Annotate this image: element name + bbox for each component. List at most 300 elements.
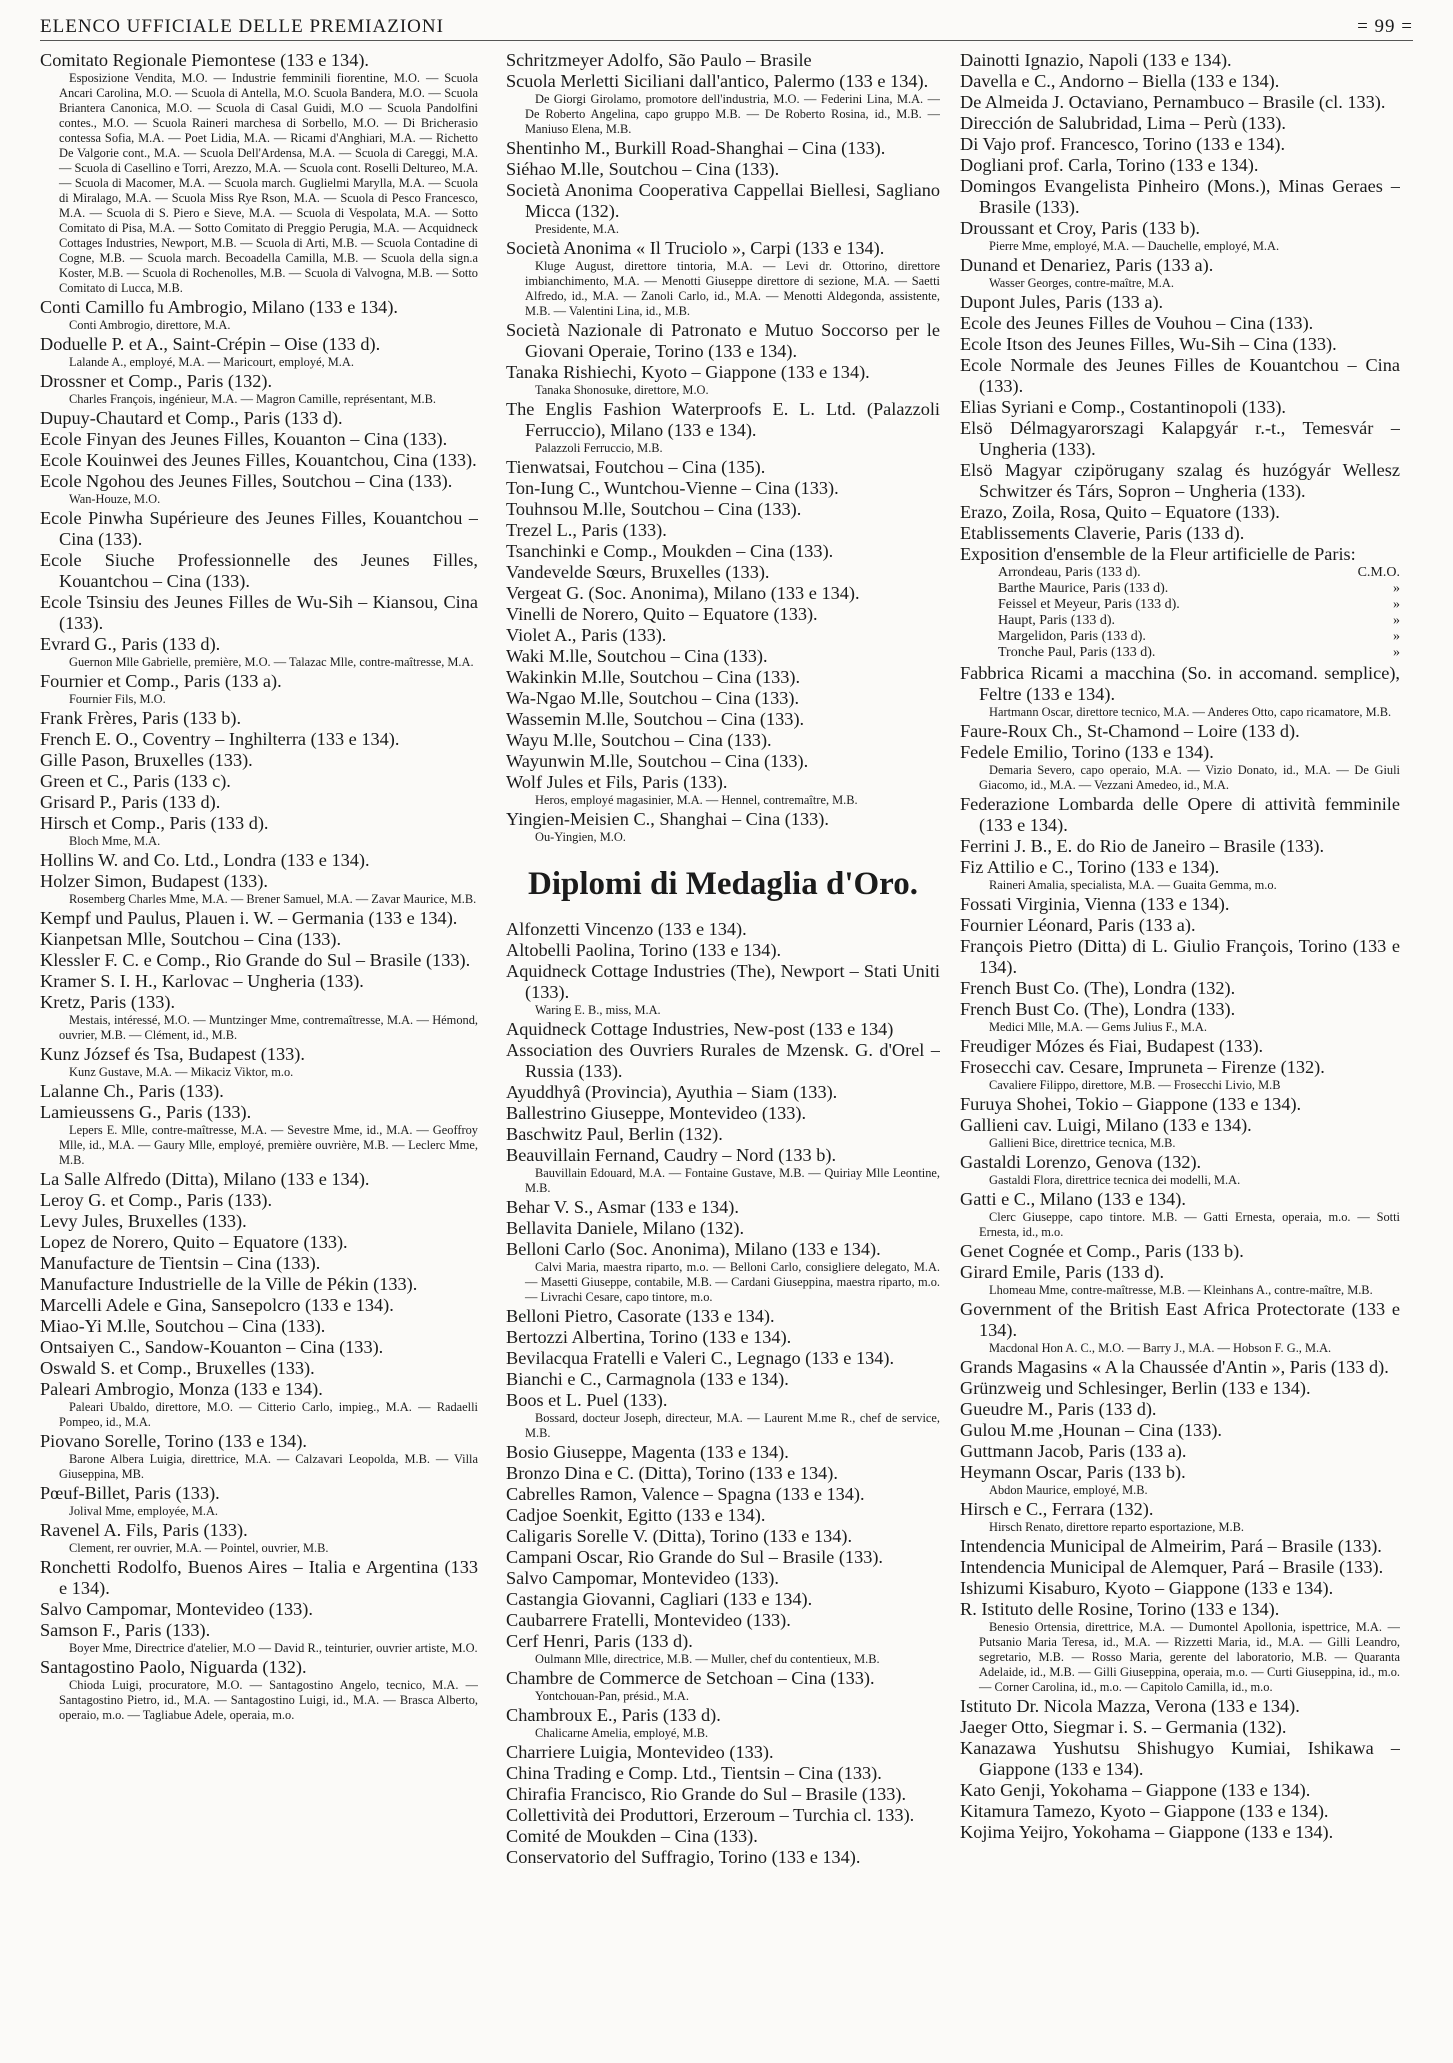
award-entry [40, 971, 478, 992]
awardee-name: Behar V. S., Asmar (133 e 134). [506, 1197, 739, 1217]
awardee-name: Levy Jules, Bruxelles (133). [40, 1211, 247, 1231]
award-entry [506, 71, 940, 137]
award-entry [506, 1589, 940, 1610]
award-entry [506, 646, 940, 667]
award-entry [40, 850, 478, 871]
award-entry [960, 397, 1400, 418]
sub-entry-mark: » [1393, 581, 1400, 596]
award-entry [506, 940, 940, 961]
awardee-name: Elias Syriani e Comp., Costantinopoli (133). [960, 397, 1286, 417]
awardee-name: Boos et L. Puel (133). [506, 1390, 668, 1410]
awardee-name: Ecole Finyan des Jeunes Filles, Kouanton – Cina (133). [40, 429, 448, 449]
awardee-name: Baschwitz Paul, Berlin (132). [506, 1124, 723, 1144]
award-entry [506, 362, 940, 398]
award-entry [960, 502, 1400, 523]
awardee-name: François Pietro (Ditta) di L. Giulio François, Torino (133 e 134). [960, 936, 1400, 977]
award-entry [506, 1019, 940, 1040]
awardee-name: Furuya Shohei, Tokio – Giappone (133 e 134). [960, 1094, 1302, 1114]
awardee-staff-details: Paleari Ubaldo, direttore, M.O. — Citterio Carlo, impieg., M.A. — Radaelli Pompeo, id., M.A. [59, 1400, 478, 1429]
awardee-staff-details: Abdon Maurice, employé, M.B. [989, 1483, 1148, 1497]
awardee-name: Dupuy-Chautard et Comp., Paris (133 d). [40, 408, 343, 428]
award-entry [960, 460, 1400, 502]
awardee-name: Intendencia Municipal de Almeirim, Pará – Brasile (133). [960, 1536, 1382, 1556]
award-entry [506, 583, 940, 604]
award-entry [506, 1784, 940, 1805]
award-entry [506, 919, 940, 940]
awardee-name: The Englis Fashion Waterproofs E. L. Ltd. (Palazzoli Ferruccio), Milano (133 e 134). [506, 399, 940, 440]
award-entry [506, 1631, 940, 1667]
sub-entry-name: Barthe Maurice, Paris (133 d). [998, 581, 1169, 596]
awardee-name: Ontsaiyen C., Sandow-Kouanton – Cina (133). [40, 1337, 384, 1357]
awardee-name: Ecole Ngohou des Jeunes Filles, Soutchou – Cina (133). [40, 471, 453, 491]
awardee-name: Dainotti Ignazio, Napoli (133 e 134). [960, 50, 1232, 70]
sub-entry-name: Feissel et Meyeur, Paris (133 d). [998, 597, 1180, 612]
award-entry [506, 1239, 940, 1305]
award-entry [506, 961, 940, 1018]
award-entry [40, 508, 478, 550]
award-entry [40, 450, 478, 471]
awardee-name: Caligaris Sorelle V. (Ditta), Torino (133 e 134). [506, 1526, 853, 1546]
awardee-name: Marcelli Adele e Gina, Sansepolcro (133 e 134). [40, 1295, 394, 1315]
award-entry [506, 1547, 940, 1568]
award-entry [506, 1705, 940, 1741]
award-entry [960, 1152, 1400, 1188]
award-entry [960, 1036, 1400, 1057]
award-entry [506, 751, 940, 772]
award-entry [506, 772, 940, 808]
award-entry [960, 936, 1400, 978]
column-3 [960, 50, 1400, 2053]
awardee-name: Holzer Simon, Budapest (133). [40, 871, 268, 891]
award-entry [960, 1094, 1400, 1115]
awardee-name: Lopez de Norero, Quito – Equatore (133). [40, 1232, 348, 1252]
awardee-staff-details: Esposizione Vendita, M.O. — Industrie femminili fiorentine, M.O. — Scuola Ancari Carolina, M.O. — Scuola di Antella, M.O. Scuola Bandera, M.O. — Scuola Briantera Canonica, M.O. — Scuola di Casal Guidi, M.O — Scuola Pandolfini contes., M.O. — Scuola Raineri marchesa di Sorbello, M.O. — Di Bricherasio contessa Sofia, M.A. — Poet Lidia, M.A. — Ricami d'Anghiari, M.A. — Richetto De Valgorie cont., M.A. — Scuola Dell'Ardensa, M.A. — Scuola di Careggi, M.A. — Scuola di Casellino e Torri, Arezzo, M.A. — Scuola cont. Roselli Deltureo, M.A. — Scuola di Macomer, M.A. — Scuola march. Guglielmi Marylla, M.A. — Scuola di Miralago, M.A. — Scuola Miss Rye Rson, M.A. — Scuola di Pesco Francesco, M.A. — Scuola di S. Piero e Sieve, M.A. — Scuola di Vespolata, M.A. — Sotto Comitato di Pisa, M.A. — Sotto Comitato di Preggio Perugia, M.A. — Acquidneck Cottages Industries, Newport, M.B. — Scuola di Arti, M.B. — Scuola Contadine di Cogne, M.B. — Scuola march. Becoadella Camilla, M.B. — Scuola della sign.a Koster, M.B. — Scuola di Rochenolles, M.B. — Scuola di Valvogna, M.B. — Sotto Comitato di Lucca, M.B. [59, 71, 478, 295]
award-entry [506, 138, 940, 159]
award-entry [960, 292, 1400, 313]
awardee-name: Tienwatsai, Foutchou – Cina (135). [506, 457, 766, 477]
awardee-name: Piovano Sorelle, Torino (133 e 134). [40, 1431, 307, 1451]
awardee-name: Cadjoe Soenkit, Egitto (133 e 134). [506, 1505, 766, 1525]
sub-entry-name: Haupt, Paris (133 d). [998, 613, 1116, 628]
awardee-name: Heymann Oscar, Paris (133 b). [960, 1462, 1186, 1482]
award-entry [506, 1526, 940, 1547]
awardee-name: Klessler F. C. e Comp., Rio Grande do Sul – Brasile (133). [40, 950, 471, 970]
award-entry [506, 688, 940, 709]
page-header [40, 12, 1413, 42]
award-entry [506, 1484, 940, 1505]
column-3-bottom-list [960, 663, 1400, 1843]
awardee-name: Società Anonima Cooperativa Cappellai Biellesi, Sagliano Micca (132). [506, 180, 940, 221]
awardee-name: Collettività dei Produttori, Erzeroum – Turchia cl. 133). [506, 1805, 915, 1825]
awardee-staff-details: Charles François, ingénieur, M.A. — Magron Camille, représentant, M.B. [69, 392, 437, 406]
award-entry [506, 520, 940, 541]
awardee-name: Intendencia Municipal de Alemquer, Pará – Brasile (133). [960, 1557, 1384, 1577]
awardee-name: Manufacture de Tientsin – Cina (133). [40, 1253, 321, 1273]
awardee-name: Lalanne Ch., Paris (133). [40, 1081, 224, 1101]
awardee-name: Gille Pason, Bruxelles (133). [40, 750, 253, 770]
award-entry [40, 792, 478, 813]
award-entry [960, 1357, 1400, 1378]
awardee-name: Scuola Merletti Siciliani dall'antico, Palermo (133 e 134). [506, 71, 929, 91]
award-entry [506, 159, 940, 180]
awardee-name: Società Anonima « Il Truciolo », Carpi (133 e 134). [506, 238, 885, 258]
award-entry [40, 1379, 478, 1430]
award-entry [960, 134, 1400, 155]
award-entry [40, 1190, 478, 1211]
awardee-name: Ecole Siuche Professionnelle des Jeunes Filles, Kouantchou – Cina (133). [40, 550, 478, 591]
awardee-name: Kojima Yeijro, Yokohama – Giappone (133 e 134). [960, 1822, 1334, 1842]
awardee-name: Faure-Roux Ch., St-Chamond – Loire (133 d). [960, 721, 1300, 741]
awardee-staff-details: Lalande A., employé, M.A. — Maricourt, employé, M.A. [69, 355, 354, 369]
award-entry [506, 499, 940, 520]
awardee-staff-details: Pierre Mme, employé, M.A. — Dauchelle, employé, M.A. [989, 239, 1280, 253]
sub-entry-mark: » [1393, 645, 1400, 660]
award-entry [506, 709, 940, 730]
award-entry [506, 541, 940, 562]
awardee-name: Tanaka Rishiechi, Kyoto – Giappone (133 e 134). [506, 362, 870, 382]
sub-entry [998, 597, 1400, 613]
awardee-name: Wolf Jules et Fils, Paris (133). [506, 772, 728, 792]
awardee-name: Ishizumi Kisaburo, Kyoto – Giappone (133 e 134). [960, 1578, 1334, 1598]
award-entry [960, 355, 1400, 397]
awardee-name: Drossner et Comp., Paris (132). [40, 371, 273, 391]
awardee-name: Violet A., Paris (133). [506, 625, 667, 645]
awardee-name: Manufacture Industrielle de la Ville de Pékin (133). [40, 1274, 418, 1294]
award-entry [506, 180, 940, 237]
awardee-name: Fabbrica Ricami a macchina (So. in accomand. semplice), Feltre (133 e 134). [960, 663, 1400, 704]
awardee-name: Girard Emile, Paris (133 d). [960, 1262, 1165, 1282]
award-entry [40, 671, 478, 707]
awardee-name: China Trading e Comp. Ltd., Tientsin – Cina (133). [506, 1763, 882, 1783]
awardee-name: Ton-Iung C., Wuntchou-Vienne – Cina (133). [506, 478, 839, 498]
awardee-name: Dupont Jules, Paris (133 a). [960, 292, 1164, 312]
awardee-name: Cabrelles Ramon, Valence – Spagna (133 e 134). [506, 1484, 865, 1504]
awardee-name: Dogliani prof. Carla, Torino (133 e 134). [960, 155, 1259, 175]
award-entry [40, 1316, 478, 1337]
awardee-name: Kempf und Paulus, Plauen i. W. – Germania (133 e 134). [40, 908, 458, 928]
award-entry [506, 1218, 940, 1239]
award-entry [506, 1348, 940, 1369]
award-entry [40, 634, 478, 670]
awardee-staff-details: Mestais, intéressé, M.O. — Muntzinger Mme, contremaîtresse, M.A. — Hémond, ouvrier, M.B. — Clément, id., M.B. [59, 1013, 478, 1042]
awardee-name: Etablissements Claverie, Paris (133 d). [960, 523, 1245, 543]
awardee-staff-details: Hirsch Renato, direttore reparto esportazione, M.B. [989, 1520, 1244, 1534]
awardee-name: Conservatorio del Suffragio, Torino (133 e 134). [506, 1847, 861, 1867]
award-entry [40, 1211, 478, 1232]
awardee-name: Federazione Lombarda delle Opere di attività femminile (133 e 134). [960, 794, 1400, 835]
awardee-name: Kitamura Tamezo, Kyoto – Giappone (133 e 134). [960, 1801, 1329, 1821]
awardee-name: Wassemin M.lle, Soutchou – Cina (133). [506, 709, 805, 729]
award-entry [40, 1295, 478, 1316]
awardee-name: De Almeida J. Octaviano, Pernambuco – Brasile (cl. 133). [960, 92, 1386, 112]
awardee-staff-details: Conti Ambrogio, direttore, M.A. [69, 318, 231, 332]
award-entry [40, 334, 478, 370]
awardee-name: Vinelli de Norero, Quito – Equatore (133). [506, 604, 818, 624]
award-entry [960, 523, 1400, 544]
awardee-name: Belloni Carlo (Soc. Anonima), Milano (133 e 134). [506, 1239, 881, 1259]
awardee-name: Frosecchi cav. Cesare, Impruneta – Firenze (132). [960, 1057, 1325, 1077]
award-entry [506, 730, 940, 751]
awardee-staff-details: Oulmann Mlle, directrice, M.B. — Muller, chef du contentieux, M.B. [535, 1652, 880, 1666]
awardee-staff-details: Rosemberg Charles Mme, M.A. — Brener Samuel, M.A. — Zavar Maurice, M.B. [69, 892, 477, 906]
awardee-staff-details: Guernon Mlle Gabrielle, première, M.O. — Talazac Mlle, contre-maîtresse, M.A. [69, 655, 474, 669]
awardee-name: Ecole Pinwha Supérieure des Jeunes Filles, Kouantchou – Cina (133). [40, 508, 478, 549]
awardee-staff-details: Tanaka Shonosuke, direttore, M.O. [535, 383, 709, 397]
fleur-artificielle-list [998, 565, 1400, 661]
awardee-name: Salvo Campomar, Montevideo (133). [40, 1599, 313, 1619]
awardee-staff-details: Ou-Yingien, M.O. [535, 830, 626, 844]
awardee-name: Government of the British East Africa Protectorate (133 e 134). [960, 1299, 1400, 1340]
awardee-name: Association des Ouvriers Rurales de Mzensk. G. d'Orel – Russia (133). [506, 1040, 940, 1081]
award-entry [506, 238, 940, 319]
award-entry [506, 1082, 940, 1103]
award-entry [960, 1399, 1400, 1420]
awardee-staff-details: Kluge August, direttore tintoria, M.A. — Levi dr. Ottorino, direttore imbianchimento, M.A. — Menotti Giuseppe direttore di sezione, M.A. — Saetti Alfredo, id., M.A. — Zanoli Carlo, id., M.A. — Menotti Aldegonda, assistente, M.B. — Valentini Lina, id., M.B. [525, 259, 940, 318]
sub-entry-mark: » [1393, 597, 1400, 612]
awardee-staff-details: Barone Albera Luigia, direttrice, M.A. — Calzavari Leopolda, M.B. — Villa Giuseppina, MB. [59, 1452, 478, 1481]
awardee-name: Bronzo Dina e C. (Ditta), Torino (133 e 134). [506, 1463, 838, 1483]
award-entry [506, 1103, 940, 1124]
award-entry [960, 1599, 1400, 1695]
awardee-name: Ronchetti Rodolfo, Buenos Aires – Italia e Argentina (133 e 134). [40, 1557, 478, 1598]
awardee-name: Vandevelde Sœurs, Bruxelles (133). [506, 562, 770, 582]
award-entry [960, 255, 1400, 291]
awardee-name: Gastaldi Lorenzo, Genova (132). [960, 1152, 1202, 1172]
award-entry [960, 1780, 1400, 1801]
award-entry [506, 1306, 940, 1327]
award-entry [960, 1462, 1400, 1498]
award-entry [960, 1578, 1400, 1599]
awardee-name: Campani Oscar, Rio Grande do Sul – Brasile (133). [506, 1547, 884, 1567]
award-entry [40, 1557, 478, 1599]
awardee-name: French Bust Co. (The), Londra (133). [960, 999, 1236, 1019]
award-entry [960, 313, 1400, 334]
award-entry [960, 544, 1400, 565]
award-entry [506, 1826, 940, 1847]
award-entry [960, 113, 1400, 134]
awardee-name: Gatti e C., Milano (133 e 134). [960, 1189, 1186, 1209]
awardee-name: Wayunwin M.lle, Soutchou – Cina (133). [506, 751, 809, 771]
award-entry [506, 1847, 940, 1868]
award-entry [960, 1557, 1400, 1578]
award-entry [960, 894, 1400, 915]
award-entry [506, 1197, 940, 1218]
award-entry [960, 71, 1400, 92]
awardee-name: Ecole Kouinwei des Jeunes Filles, Kouantchou, Cina (133). [40, 450, 477, 470]
running-title: ELENCO UFFICIALE DELLE PREMIAZIONI [40, 16, 444, 37]
section-title: Diplomi di Medaglia d'Oro. [528, 866, 918, 902]
awardee-name: Wa-Ngao M.lle, Soutchou – Cina (133). [506, 688, 800, 708]
sub-entry-name: Tronche Paul, Paris (133 d). [998, 645, 1156, 660]
awardee-staff-details: Macdonal Hon A. C., M.O. — Barry J., M.A. — Hobson F. G., M.A. [989, 1341, 1332, 1355]
sub-entry-mark: C.M.O. [1357, 565, 1400, 580]
awardee-name: Fournier et Comp., Paris (133 a). [40, 671, 282, 691]
award-entry [960, 1115, 1400, 1151]
award-entry [960, 92, 1400, 113]
award-entry [960, 721, 1400, 742]
award-entry [40, 408, 478, 429]
awardee-name: Fedele Emilio, Torino (133 e 134). [960, 742, 1214, 762]
awardee-name: Samson F., Paris (133). [40, 1620, 211, 1640]
awardee-name: Santagostino Paolo, Niguarda (132). [40, 1657, 307, 1677]
awardee-name: Alfonzetti Vincenzo (133 e 134). [506, 919, 747, 939]
award-entry [40, 992, 478, 1043]
awardee-name: Istituto Dr. Nicola Mazza, Verona (133 e 134). [960, 1696, 1300, 1716]
sub-entry [998, 645, 1400, 661]
award-entry [506, 1805, 940, 1826]
awardee-name: Miao-Yi M.lle, Soutchou – Cina (133). [40, 1316, 326, 1336]
awardee-name: Ecole Tsinsiu des Jeunes Filles de Wu-Sih – Kiansou, Cina (133). [40, 592, 478, 633]
awardee-name: Jaeger Otto, Siegmar i. S. – Germania (132). [960, 1717, 1287, 1737]
awardee-name: Gulou M.me ,Hounan – Cina (133). [960, 1420, 1222, 1440]
awardee-name: Gueudre M., Paris (133 d). [960, 1399, 1157, 1419]
award-entry [40, 1337, 478, 1358]
sub-entry-name: Arrondeau, Paris (133 d). [998, 565, 1141, 580]
awardee-name: Fossati Virginia, Vienna (133 e 134). [960, 894, 1230, 914]
awardee-name: Dirección de Salubridad, Lima – Perù (133). [960, 113, 1286, 133]
awardee-staff-details: Wan-Houze, M.O. [69, 492, 161, 506]
award-entry [40, 929, 478, 950]
awardee-name: La Salle Alfredo (Ditta), Milano (133 e 134). [40, 1169, 370, 1189]
award-entry [960, 857, 1400, 893]
award-entry [40, 429, 478, 450]
award-entry [506, 50, 940, 71]
award-entry [506, 1505, 940, 1526]
awardee-staff-details: Cavaliere Filippo, direttore, M.B. — Frosecchi Livio, M.B [989, 1078, 1281, 1092]
award-entry [40, 950, 478, 971]
award-entry [960, 1189, 1400, 1240]
award-entry [960, 663, 1400, 720]
awardee-staff-details: Hartmann Oscar, direttore tecnico, M.A. — Anderes Otto, capo ricamatore, M.B. [989, 705, 1392, 719]
award-entry [40, 750, 478, 771]
awardee-name: Kunz József és Tsa, Budapest (133). [40, 1044, 305, 1064]
awardee-name: Ravenel A. Fils, Paris (133). [40, 1520, 248, 1540]
awardee-name: Elsö Délmagyarorszagi Kalapgyár r.-t., Temesvár – Ungheria (133). [960, 418, 1400, 459]
award-entry [960, 1378, 1400, 1399]
awardee-staff-details: Clerc Giuseppe, capo tintore. M.B. — Gatti Ernesta, operaia, m.o. — Sotti Ernesta, id., m.o. [979, 1210, 1400, 1239]
awardee-name: Kato Genji, Yokohama – Giappone (133 e 134). [960, 1780, 1311, 1800]
award-entry [960, 1822, 1400, 1843]
awardee-name: Ecole des Jeunes Filles de Vouhou – Cina (133). [960, 313, 1314, 333]
awardee-name: Chirafia Francisco, Rio Grande do Sul – Brasile (133). [506, 1784, 907, 1804]
awardee-name: Ecole Itson des Jeunes Filles, Wu-Sih – Cina (133). [960, 334, 1337, 354]
awardee-staff-details: Wasser Georges, contre-maître, M.A. [989, 276, 1174, 290]
award-entry [40, 1620, 478, 1656]
awardee-name: Schritzmeyer Adolfo, São Paulo – Brasile [506, 50, 812, 70]
awardee-name: Conti Camillo fu Ambrogio, Milano (133 e 134). [40, 297, 398, 317]
awardee-staff-details: Calvi Maria, maestra riparto, m.o. — Belloni Carlo, consigliere delegato, M.A. — Masetti Giuseppe, contabile, M.B. — Cardani Giuseppina, maestra riparto, m.o. — Livrachi Cesare, capo tintore, m.o. [525, 1260, 940, 1304]
awardee-name: Charriere Luigia, Montevideo (133). [506, 1742, 774, 1762]
awardee-staff-details: Demaria Severo, capo operaio, M.A. — Vizio Donato, id., M.A. — De Giuli Giacomo, id., M.A. — Vezzani Amedeo, id., M.A. [979, 763, 1400, 792]
awardee-staff-details: Clement, rer ouvrier, M.A. — Pointel, ouvrier, M.B. [69, 1541, 329, 1555]
column-3-top-list [960, 50, 1400, 565]
awardee-name: Grünzweig und Schlesinger, Berlin (133 e 134). [960, 1378, 1311, 1398]
awardee-name: Hirsch e C., Ferrara (132). [960, 1499, 1154, 1519]
awardee-name: French E. O., Coventry – Inghilterra (133 e 134). [40, 729, 400, 749]
awardee-staff-details: Lepers E. Mlle, contre-maîtresse, M.A. — Sevestre Mme, id., M.A. — Geoffroy Mlle, id., M.A. — Gaury Mlle, employé, première ouvrière, M.B. — Leclerc Mme, M.B. [59, 1123, 478, 1167]
awardee-staff-details: Heros, employé magasinier, M.A. — Hennel, contremaître, M.B. [535, 793, 858, 807]
award-entry [506, 625, 940, 646]
award-entry [40, 729, 478, 750]
awardee-name: Vergeat G. (Soc. Anonima), Milano (133 e 134). [506, 583, 860, 603]
award-entry [960, 1241, 1400, 1262]
award-entry [506, 457, 940, 478]
award-entry [40, 1483, 478, 1519]
awardee-staff-details: Waring E. B., miss, M.A. [535, 1003, 661, 1017]
awardee-staff-details: Chioda Luigi, procuratore, M.O. — Santagostino Angelo, tecnico, M.A. — Santagostino Pietro, id., M.A. — Santagostino Luigi, id., M.A. — Brasca Alberto, operaio, m.o. — Tagliabue Adele, operaia, m.o. [59, 1678, 478, 1722]
awardee-name: Salvo Campomar, Montevideo (133). [506, 1568, 779, 1588]
awardee-name: Yingien-Meisien C., Shanghai – Cina (133). [506, 809, 829, 829]
award-entry [40, 471, 478, 507]
awardee-staff-details: Bloch Mme, M.A. [69, 834, 161, 848]
award-entry [506, 1369, 940, 1390]
awardee-name: Elsö Magyar czipörugany szalag és huzógyár Wellesz Schwitzer és Társ, Sopron – Ungheria (133). [960, 460, 1400, 501]
award-entry [960, 418, 1400, 460]
awardee-name: Evrard G., Paris (133 d). [40, 634, 221, 654]
award-entry [960, 915, 1400, 936]
awardee-name: Wakinkin M.lle, Soutchou – Cina (133). [506, 667, 801, 687]
awardee-staff-details: Bossard, docteur Joseph, directeur, M.A. — Laurent M.me R., chef de service, M.B. [525, 1411, 940, 1440]
awardee-staff-details: Benesio Ortensia, direttrice, M.A. — Dumontel Apollonia, ispettrice, M.A. — Putsanio Maria Teresa, id., M.A. — Rizzetti Maria, id., M.A. — Gilli Leandro, segretario, M.B. — Rosso Maria, gerente del laboratorio, M.B. — Quaranta Adelaide, id., M.B. — Gilli Giuseppina, operaia, m.o. — Curti Giuseppina, id., m.o. — Corner Carolina, id., m.o. — Capitolo Camilla, id., m.o. [979, 1620, 1400, 1694]
awardee-name: Shentinho M., Burkill Road-Shanghai – Cina (133). [506, 138, 886, 158]
award-entry [960, 836, 1400, 857]
award-entry [506, 1327, 940, 1348]
awardee-staff-details: Fournier Fils, M.O. [69, 692, 166, 706]
awardee-name: Grands Magasins « A la Chaussée d'Antin », Paris (133 d). [960, 1357, 1389, 1377]
award-entry [960, 1441, 1400, 1462]
award-entry [960, 1420, 1400, 1441]
awardee-name: Green et C., Paris (133 c). [40, 771, 231, 791]
awardee-name: Caubarrere Fratelli, Montevideo (133). [506, 1610, 791, 1630]
awardee-staff-details: Jolival Mme, employée, M.A. [69, 1504, 219, 1518]
awardee-name: Davella e C., Andorno – Biella (133 e 134). [960, 71, 1280, 91]
awardee-staff-details: Boyer Mme, Directrice d'atelier, M.O — David R., teinturier, ouvrier artiste, M.O. [69, 1641, 478, 1655]
awardee-name: Tsanchinki e Comp., Moukden – Cina (133). [506, 541, 834, 561]
awardee-name: Oswald S. et Comp., Bruxelles (133). [40, 1358, 315, 1378]
awardee-name: Bevilacqua Fratelli e Valeri C., Legnago (133 e 134). [506, 1348, 895, 1368]
awardee-name: Bertozzi Albertina, Torino (133 e 134). [506, 1327, 792, 1347]
award-entry [960, 742, 1400, 793]
awardee-name: Di Vajo prof. Francesco, Torino (133 e 134). [960, 134, 1286, 154]
awardee-name: Ballestrino Giuseppe, Montevideo (133). [506, 1103, 807, 1123]
award-entry [960, 155, 1400, 176]
awardee-name: Ecole Normale des Jeunes Filles de Kouantchou – Cina (133). [960, 355, 1400, 396]
award-entry [506, 399, 940, 456]
award-entry [40, 1232, 478, 1253]
awardee-name: French Bust Co. (The), Londra (132). [960, 978, 1236, 998]
awardee-name: Comité de Moukden – Cina (133). [506, 1826, 758, 1846]
awardee-name: Bianchi e C., Carmagnola (133 e 134). [506, 1369, 789, 1389]
award-entry [40, 1102, 478, 1168]
awardee-name: Bosio Giuseppe, Magenta (133 e 134). [506, 1442, 789, 1462]
award-entry [960, 1299, 1400, 1356]
sub-entry [998, 581, 1400, 597]
column-2 [506, 50, 940, 2053]
awardee-name: Dunand et Denariez, Paris (133 a). [960, 255, 1214, 275]
awardee-name: Guttmann Jacob, Paris (133 a). [960, 1441, 1187, 1461]
sub-entry-name: Margelidon, Paris (133 d). [998, 629, 1146, 644]
awardee-staff-details: Bauvillain Edouard, M.A. — Fontaine Gustave, M.B. — Quiriay Mlle Leontine, M.B. [525, 1166, 940, 1195]
awardee-name: Hirsch et Comp., Paris (133 d). [40, 813, 269, 833]
awardee-name: Kanazawa Yushutsu Shishugyo Kumiai, Ishikawa – Giappone (133 e 134). [960, 1738, 1400, 1779]
awardee-name: Ferrini J. B., E. do Rio de Janeiro – Brasile (133). [960, 836, 1325, 856]
award-entry [40, 1599, 478, 1620]
award-entry [40, 1274, 478, 1295]
awardee-name: Doduelle P. et A., Saint-Crépin – Oise (133 d). [40, 334, 381, 354]
awardee-name: Genet Cognée et Comp., Paris (133 b). [960, 1241, 1244, 1261]
award-entry [40, 813, 478, 849]
awardee-name: Gallieni cav. Luigi, Milano (133 e 134). [960, 1115, 1252, 1135]
